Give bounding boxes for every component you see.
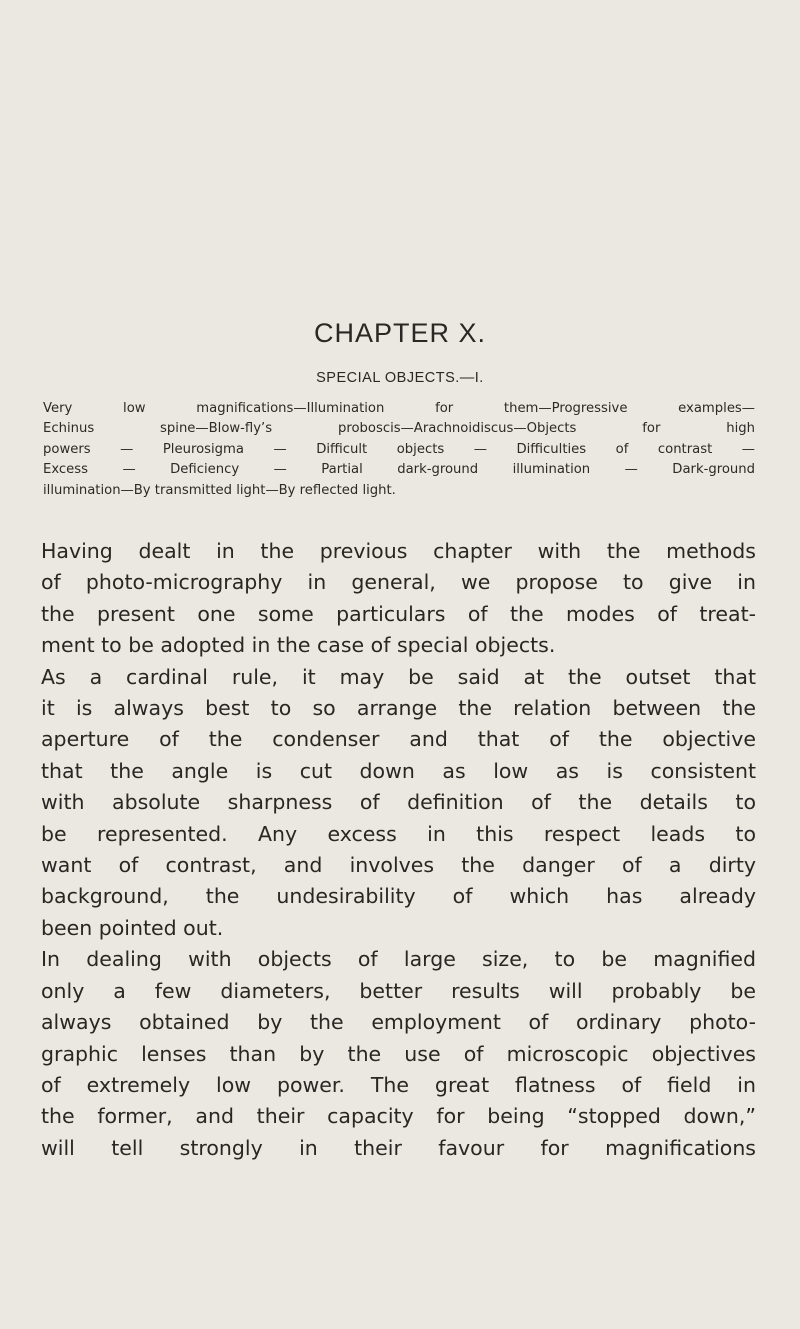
summary-line: Very low magnifications—Illumination for them—Progressive examples— bbox=[43, 401, 755, 416]
body-line: background, the undesirability of which has already bbox=[41, 884, 756, 909]
body-line: the former, and their capacity for being “stopped down,” bbox=[41, 1104, 756, 1129]
body-line: In dealing with objects of large size, to be magnified bbox=[41, 947, 756, 972]
body-line: only a few diameters, better results will probably be bbox=[41, 978, 756, 1003]
body-line: ment to be adopted in the case of special objects. bbox=[41, 633, 556, 658]
body-line: Having dealt in the previous chapter with the methods bbox=[41, 539, 756, 563]
summary-line: Echinus spine—Blow-fly’s proboscis—Arachnoidiscus—Objects for high bbox=[43, 421, 755, 437]
body-line: aperture of the condenser and that of the objective bbox=[41, 727, 756, 752]
body-line: been pointed out. bbox=[41, 915, 224, 940]
chapter-summary bbox=[43, 399, 755, 501]
body-line: it is always best to so arrange the relation between the bbox=[41, 696, 756, 721]
body-line: with absolute sharpness of definition of the details to bbox=[41, 790, 756, 815]
body-line: will tell strongly in their favour for magnifications bbox=[41, 1135, 756, 1160]
body-line: always obtained by the employment of ordinary photo- bbox=[41, 1010, 756, 1035]
body-line: As a cardinal rule, it may be said at the outset that bbox=[41, 664, 756, 689]
summary-line: Excess — Deficiency — Partial dark-ground illumination — Dark-ground bbox=[43, 462, 755, 478]
body-line: that the angle is cut down as low as is consistent bbox=[41, 758, 756, 783]
body-line: be represented. Any excess in this respect leads to bbox=[41, 821, 756, 846]
body-line: of photo-micrography in general, we propose to give in bbox=[41, 570, 756, 595]
summary-line: powers — Pleurosigma — Difficult objects — Difficulties of contrast — bbox=[43, 441, 755, 457]
summary-line: illumination—By transmitted light—By reflected light. bbox=[43, 482, 396, 498]
body-line: of extremely low power. The great flatness of field in bbox=[41, 1072, 756, 1097]
chapter-title: CHAPTER X. bbox=[313, 318, 487, 348]
body-text bbox=[41, 536, 756, 1164]
section-title: SPECIAL OBJECTS.—I. bbox=[316, 370, 484, 386]
body-line: want of contrast, and involves the danger of a dirty bbox=[41, 853, 756, 878]
body-line: the present one some particulars of the modes of treat- bbox=[41, 601, 756, 626]
body-line: graphic lenses than by the use of microscopic objectives bbox=[41, 1041, 756, 1066]
